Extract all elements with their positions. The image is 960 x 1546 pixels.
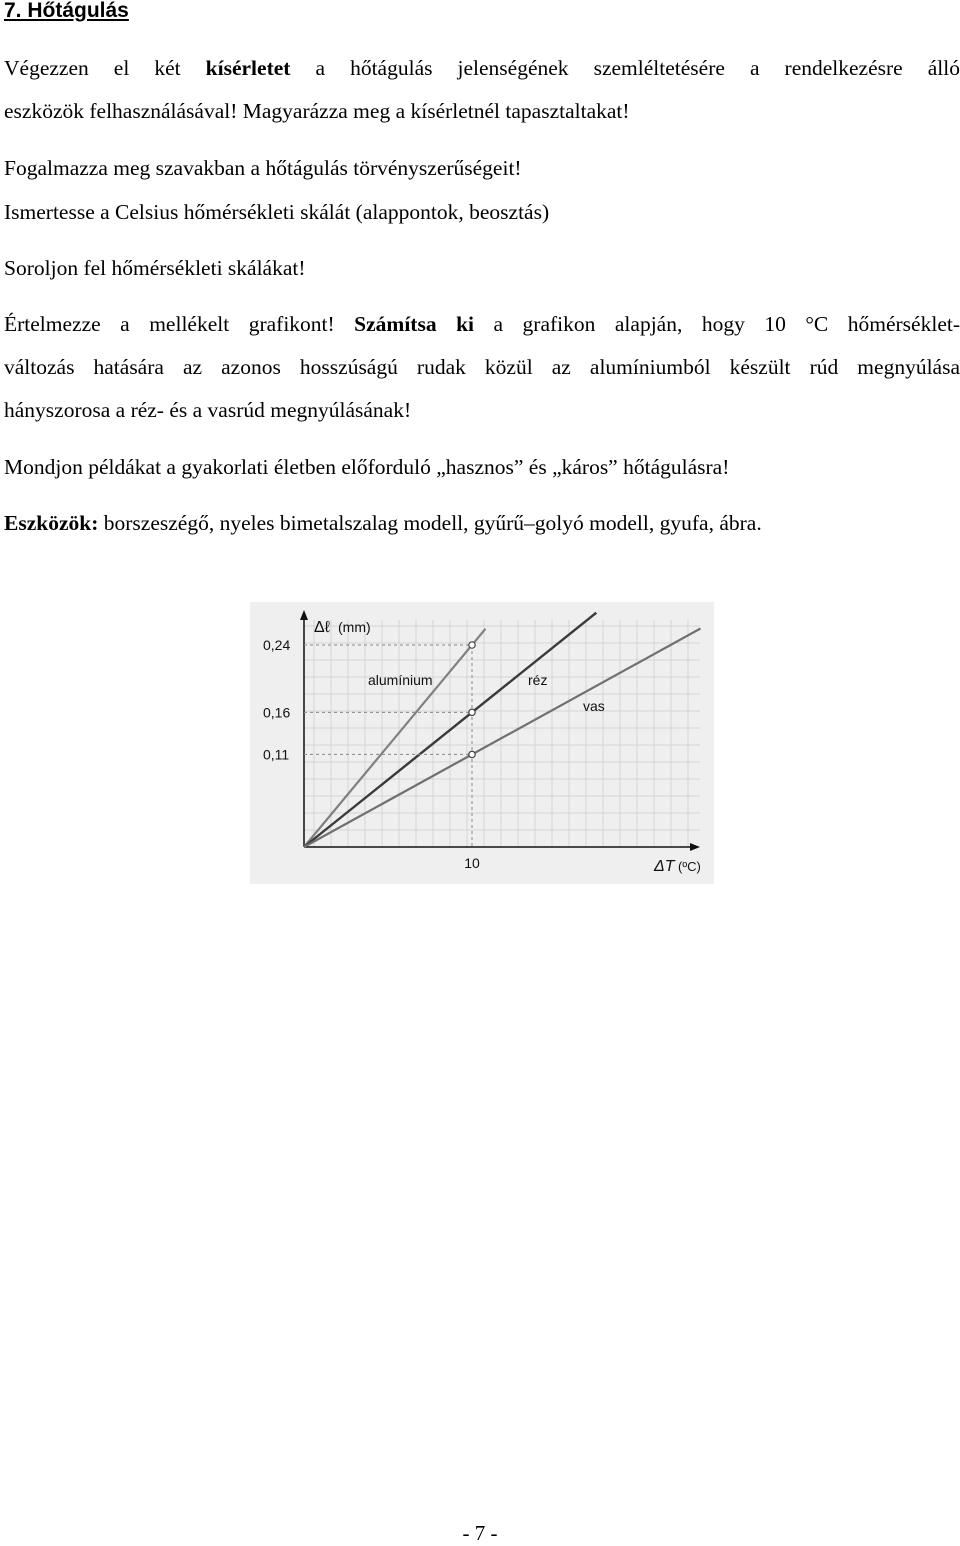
data-point-réz xyxy=(469,709,475,715)
y-axis-label-unit: (mm) xyxy=(338,619,371,635)
y-tick-label: 0,11 xyxy=(263,746,290,763)
x-tick-label: 10 xyxy=(464,855,480,871)
x-axis-label-unit: (ºC) xyxy=(678,859,701,874)
data-point-vas xyxy=(469,751,475,757)
task-paragraph-3: Ismertesse a Celsius hőmérsékleti skálát (alappontok, beosztás) xyxy=(4,200,550,224)
task-paragraph-2: Fogalmazza meg szavakban a hőtágulás törvényszerűségeit! xyxy=(4,156,522,180)
section-heading: 7. Hőtágulás xyxy=(4,0,129,22)
y-tick-label: 0,16 xyxy=(263,704,291,721)
task-paragraph-4: Soroljon fel hőmérsékleti skálákat! xyxy=(4,256,306,280)
series-label-réz: réz xyxy=(528,672,548,688)
emphasis-szamitsa-ki: Számítsa ki xyxy=(354,312,475,336)
data-point-alumínium xyxy=(469,642,475,648)
tools-label: Eszközök: xyxy=(4,511,99,535)
x-axis-label-symbol: ΔT xyxy=(654,858,675,875)
task-paragraph-5-line-1: Értelmezze a mellékelt grafikont! Számítsa ki a grafikon alapján, hogy 10 °C hőmérséklet- xyxy=(4,312,960,336)
task-paragraph-5-line-2: változás hatására az azonos hosszúságú rudak közül az alumíniumból készült rúd megnyúlása xyxy=(4,355,960,379)
task-paragraph-5-line-3: hányszorosa a réz- és a vasrúd megnyúlásának! xyxy=(4,398,412,422)
y-axis-label-symbol: Δℓ xyxy=(314,619,330,636)
emphasis-kiserletet: kísérletet xyxy=(205,56,291,80)
task-paragraph-1-line-2: eszközök felhasználásával! Magyarázza meg a kísérletnél tapasztaltakat! xyxy=(4,99,630,123)
task-paragraph-6: Mondjon példákat a gyakorlati életben előforduló „hasznos” és „káros” hőtágulásra! xyxy=(4,455,730,479)
series-label-alumínium: alumínium xyxy=(368,672,433,688)
chart-svg xyxy=(250,602,714,884)
page-number: - 7 - xyxy=(462,1521,498,1545)
thermal-expansion-chart xyxy=(250,602,714,884)
task-paragraph-1-line-1: Végezzen el két kísérletet a hőtágulás jelenségének szemléltetésére a rendelkezésre álló xyxy=(4,56,960,80)
tools-paragraph: Eszközök: borszeszégő, nyeles bimetalszalag modell, gyűrű–golyó modell, gyufa, ábra. xyxy=(4,511,762,535)
series-label-vas: vas xyxy=(583,698,605,714)
y-tick-label: 0,24 xyxy=(263,637,291,653)
chart-background xyxy=(250,602,714,884)
